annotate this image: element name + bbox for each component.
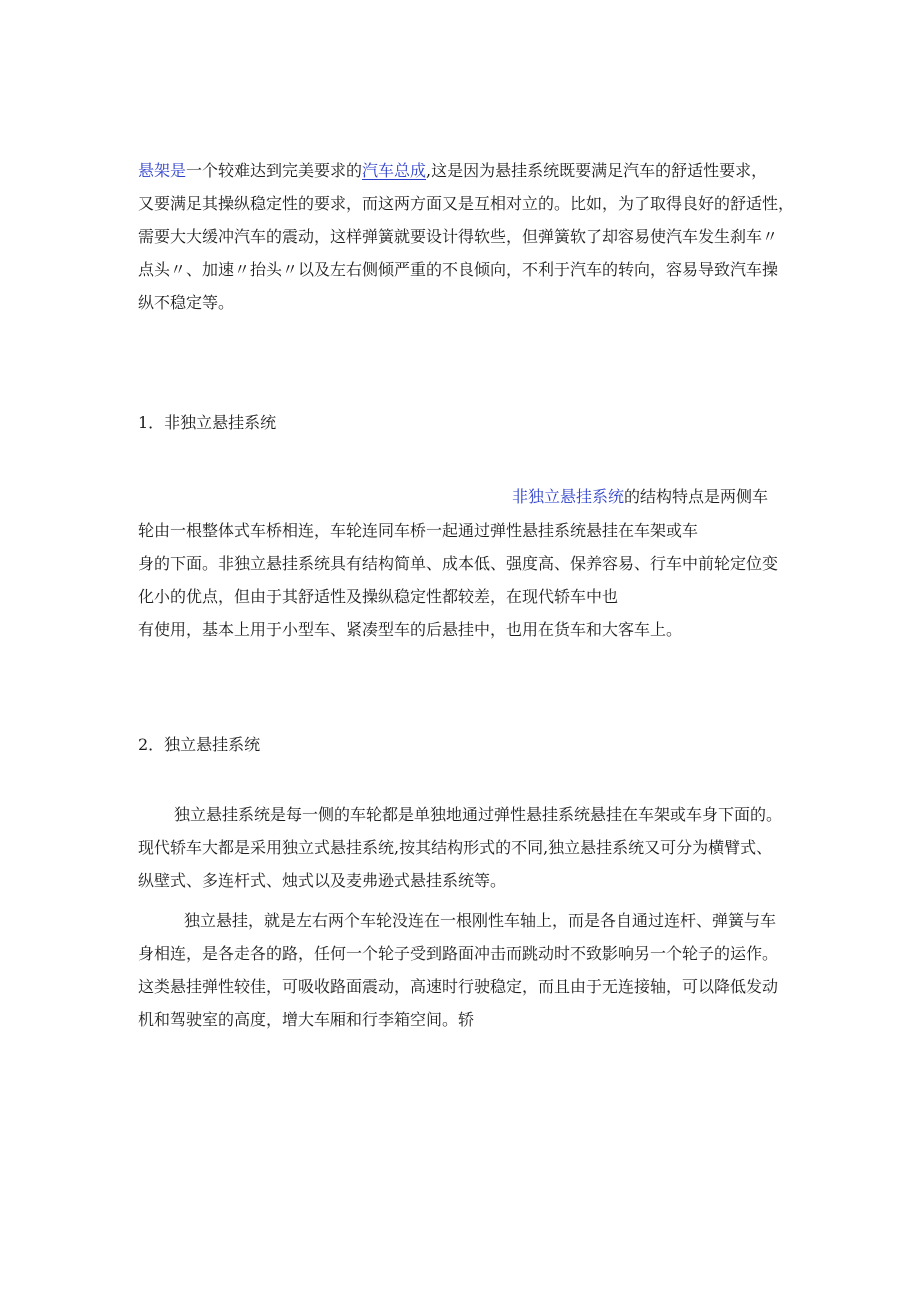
section-1-line-2: 轮由一根整体式车桥相连，车轮连同车桥一起通过弹性悬挂系统悬挂在车架或车 <box>138 521 699 540</box>
section-2-p2-line-4: 机和驾驶室的高度，增大车厢和行李箱空间。轿 <box>138 1010 475 1029</box>
intro-paragraph <box>138 154 818 319</box>
section-1-line-3: 身的下面。非独立悬挂系统具有结构简单、成本低、强度高、保养容易、行车中前轮定位变 <box>138 554 779 573</box>
section-2-heading: 2．独立悬挂系统 <box>138 735 261 754</box>
intro-line-1 <box>138 154 818 187</box>
section-2-p1-line-3: 纵壁式、多连杆式、烛式以及麦弗逊式悬挂系统等。 <box>138 871 507 890</box>
automobile-assembly-link[interactable]: 汽车总成 <box>362 161 427 180</box>
intro-text: 一个较难达到完美要求的 <box>186 161 363 180</box>
section-2-paragraph-2 <box>138 904 818 1036</box>
section-1-text: 的结构特点是两侧车 <box>624 487 769 506</box>
section-2-p1-line-1: 独立悬挂系统是每一侧的车轮都是单独地通过弹性悬挂系统悬挂在车架或车身下面的。 <box>174 805 783 824</box>
non-independent-suspension-link[interactable]: 非独立悬挂系统 <box>512 487 625 506</box>
section-1-line-1 <box>512 480 768 513</box>
intro-line-5: 纵不稳定等。 <box>138 293 235 312</box>
intro-line-3: 需要大大缓冲汽车的震动，这样弹簧就要设计得软些，但弹簧软了却容易使汽车发生刹车〃 <box>138 227 779 246</box>
section-2-p1-line-2: 现代轿车大都是采用独立式悬挂系统,按其结构形式的不同,独立悬挂系统又可分为横臂式、 <box>138 838 773 857</box>
intro-text: ,这是因为悬挂系统既要满足汽车的舒适性要求， <box>426 161 768 180</box>
intro-line-4: 点头〃、加速〃抬头〃以及左右侧倾严重的不良倾向，不利于汽车的转向，容易导致汽车操 <box>138 260 779 279</box>
section-1-heading: 1．非独立悬挂系统 <box>138 413 277 432</box>
suspension-link[interactable]: 悬架是 <box>138 161 187 180</box>
section-1-line-5: 有使用，基本上用于小型车、紧凑型车的后悬挂中，也用在货车和大客车上。 <box>138 620 683 639</box>
section-2-p2-line-2: 身相连，是各走各的路，任何一个轮子受到路面冲击而跳动时不致影响另一个轮子的运作。 <box>138 944 779 963</box>
section-2-paragraph-1 <box>138 798 818 897</box>
section-1-line-4: 化小的优点，但由于其舒适性及操纵稳定性都较差，在现代轿车中也 <box>138 587 619 606</box>
section-1-paragraph <box>138 514 818 646</box>
intro-line-2: 又要满足其操纵稳定性的要求，而这两方面又是互相对立的。比如，为了取得良好的舒适性， <box>138 194 795 213</box>
section-2-p2-line-3: 这类悬挂弹性较佳，可吸收路面震动，高速时行驶稳定，而且由于无连接轴，可以降低发动 <box>138 977 779 996</box>
section-2-p2-line-1: 独立悬挂，就是左右两个车轮没连在一根刚性车轴上，而是各自通过连杆、弹簧与车 <box>184 911 777 930</box>
